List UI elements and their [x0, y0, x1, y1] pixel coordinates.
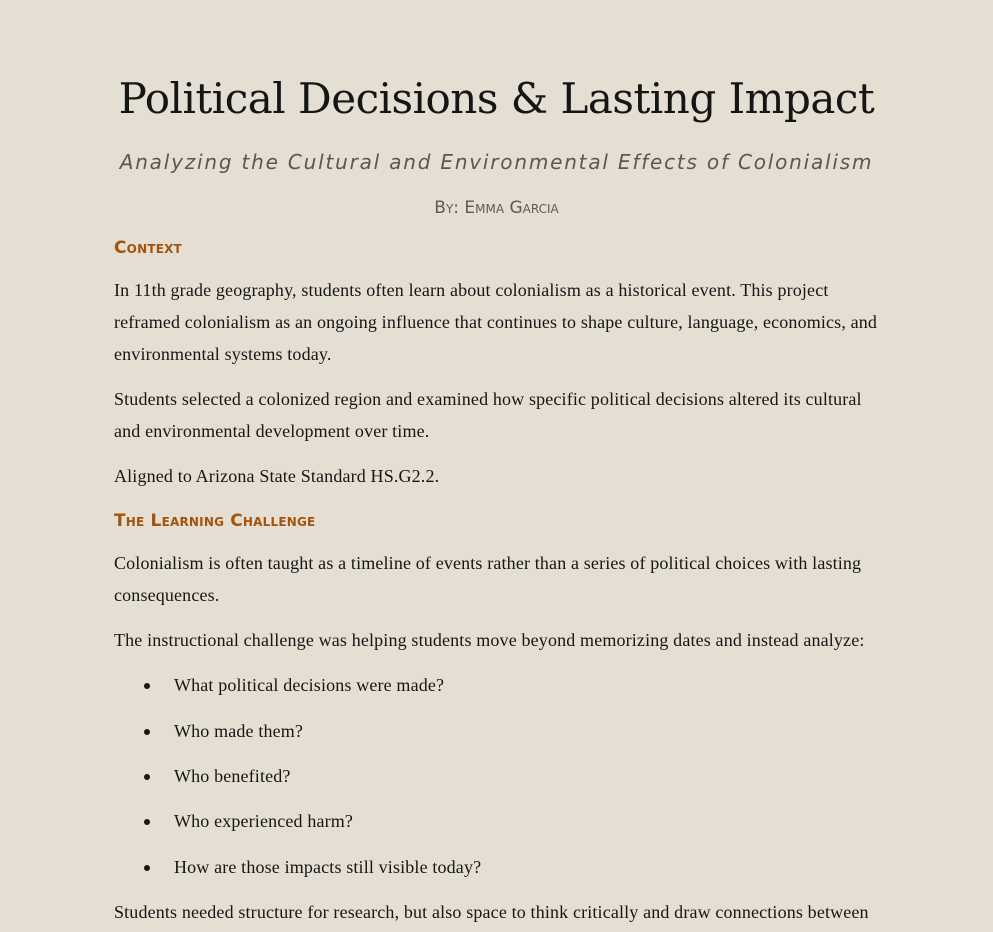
list-item — [144, 851, 481, 883]
bullet-icon — [144, 729, 150, 735]
list-item — [144, 669, 444, 701]
list-item-text: Who benefited? — [174, 766, 291, 786]
context-paragraph-3: Aligned to Arizona State Standard HS.G2.2. — [114, 466, 440, 486]
list-item-text: Who experienced harm? — [174, 811, 354, 831]
bullet-icon — [144, 865, 150, 871]
page-subtitle: Analyzing the Cultural and Environmental Effects of Colonialism — [119, 150, 874, 174]
list-item-text: Who made them? — [174, 721, 304, 741]
context-paragraph-2: Students selected a colonized region and examined how specific political decisions altered its cultural and environmental development over time. — [114, 389, 862, 441]
page-title: Political Decisions & Lasting Impact — [118, 74, 875, 123]
list-item — [144, 715, 303, 747]
bullet-icon — [144, 819, 150, 825]
challenge-closing-paragraph: Students needed structure for research, but also space to think critically and draw connections between — [114, 902, 869, 922]
author-byline: By: Emma Garcia — [434, 198, 559, 218]
section-heading-learning-challenge: The Learning Challenge — [114, 511, 316, 531]
bullet-icon — [144, 683, 150, 689]
challenge-paragraph-1: Colonialism is often taught as a timeline of events rather than a series of political choices with lasting consequences. — [114, 553, 862, 605]
bullet-icon — [144, 774, 150, 780]
list-item — [144, 760, 291, 792]
list-item-text: What political decisions were made? — [174, 675, 445, 695]
list-item-text: How are those impacts still visible today? — [174, 857, 482, 877]
section-heading-context: Context — [114, 238, 182, 258]
context-paragraph-1: In 11th grade geography, students often learn about colonialism as a historical event. This project reframed colonialism as an ongoing influence that continues to shape culture, language, economics, and environmental systems today. — [114, 280, 878, 364]
challenge-paragraph-2: The instructional challenge was helping students move beyond memorizing dates and instead analyze: — [114, 630, 865, 650]
list-item — [144, 805, 353, 837]
